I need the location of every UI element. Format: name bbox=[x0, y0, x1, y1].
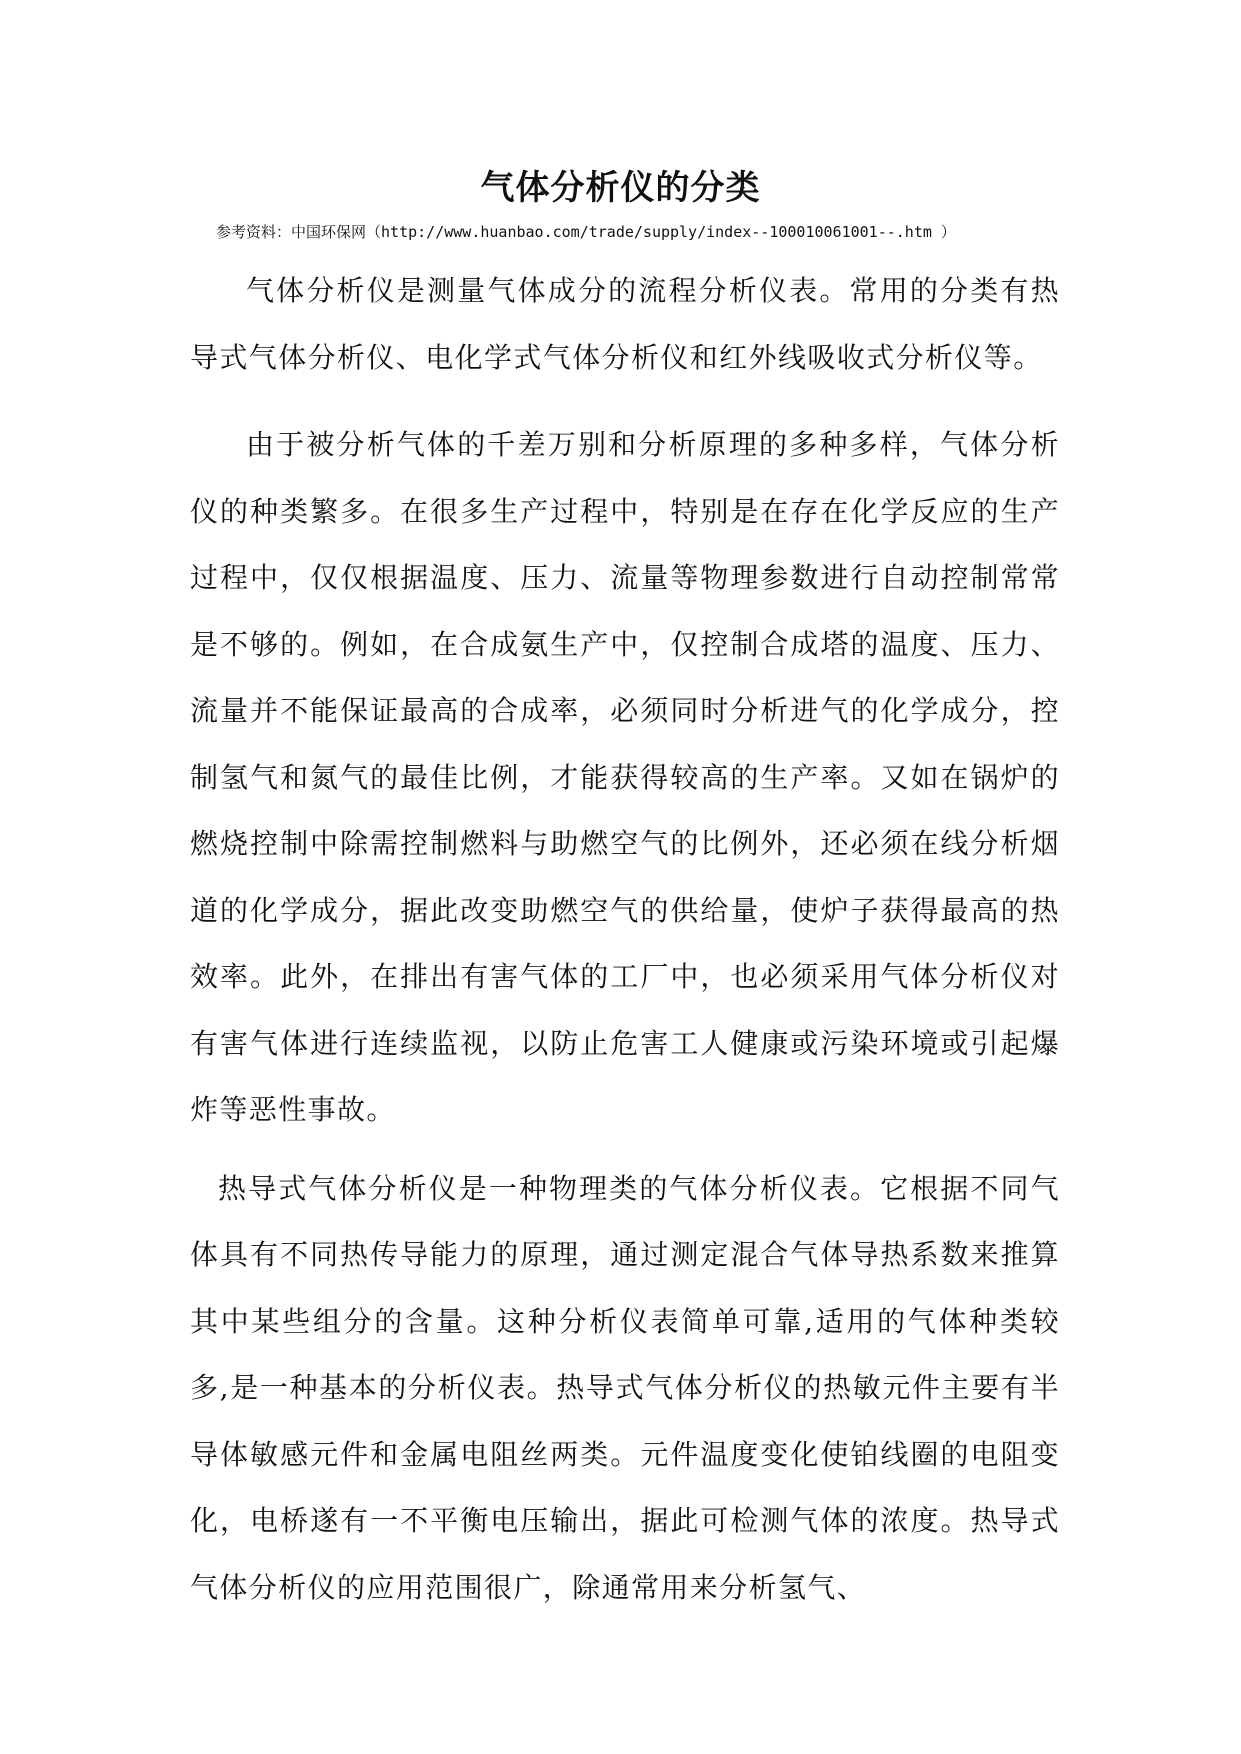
paragraph-purpose: 由于被分析气体的千差万别和分析原理的多种多样，气体分析仪的种类繁多。在很多生产过程中，特别是在存在化学反应的生产过程中，仅仅根据温度、压力、流量等物理参数进行自动控制常常是不够的。例如，在合成氨生产中，仅控制合成塔的温度、压力、流量并不能保证最高的合成率，必须同时分析进气的化学成分，控制氢气和氮气的最佳比例，才能获得较高的生产率。又如在锅炉的燃烧控制中除需控制燃料与助燃空气的比例外，还必须在线分析烟道的化学成分，据此改变助燃空气的供给量，使炉子获得最高的热效率。此外，在排出有害气体的工厂中，也必须采用气体分析仪对有害气体进行连续监视，以防止危害工人健康或污染环境或引起爆炸等恶性事故。 bbox=[190, 428, 1060, 1126]
document-body bbox=[190, 258, 1060, 1621]
paragraph-intro: 气体分析仪是测量气体成分的流程分析仪表。常用的分类有热导式气体分析仪、电化学式气体分析仪和红外线吸收式分析仪等。 bbox=[190, 274, 1060, 374]
reference-line bbox=[216, 222, 956, 242]
paragraph-thermal-conductivity: 热导式气体分析仪是一种物理类的气体分析仪表。它根据不同气体具有不同热传导能力的原理，通过测定混合气体导热系数来推算其中某些组分的含量。这种分析仪表简单可靠,适用的气体种类较多,是一种基本的分析仪表。热导式气体分析仪的热敏元件主要有半导体敏感元件和金属电阻丝两类。元件温度变化使铂线圈的电阻变化，电桥遂有一不平衡电压输出，据此可检测气体的浓度。热导式气体分析仪的应用范围很广，除通常用来分析氢气、 bbox=[190, 1171, 1060, 1604]
reference-url: （http://www.huanbao.com/trade/supply/index--100010061001--.htm ） bbox=[366, 223, 956, 241]
reference-label: 参考资料：中国环保网 bbox=[216, 223, 367, 241]
document-title: 气体分析仪的分类 bbox=[480, 168, 761, 208]
